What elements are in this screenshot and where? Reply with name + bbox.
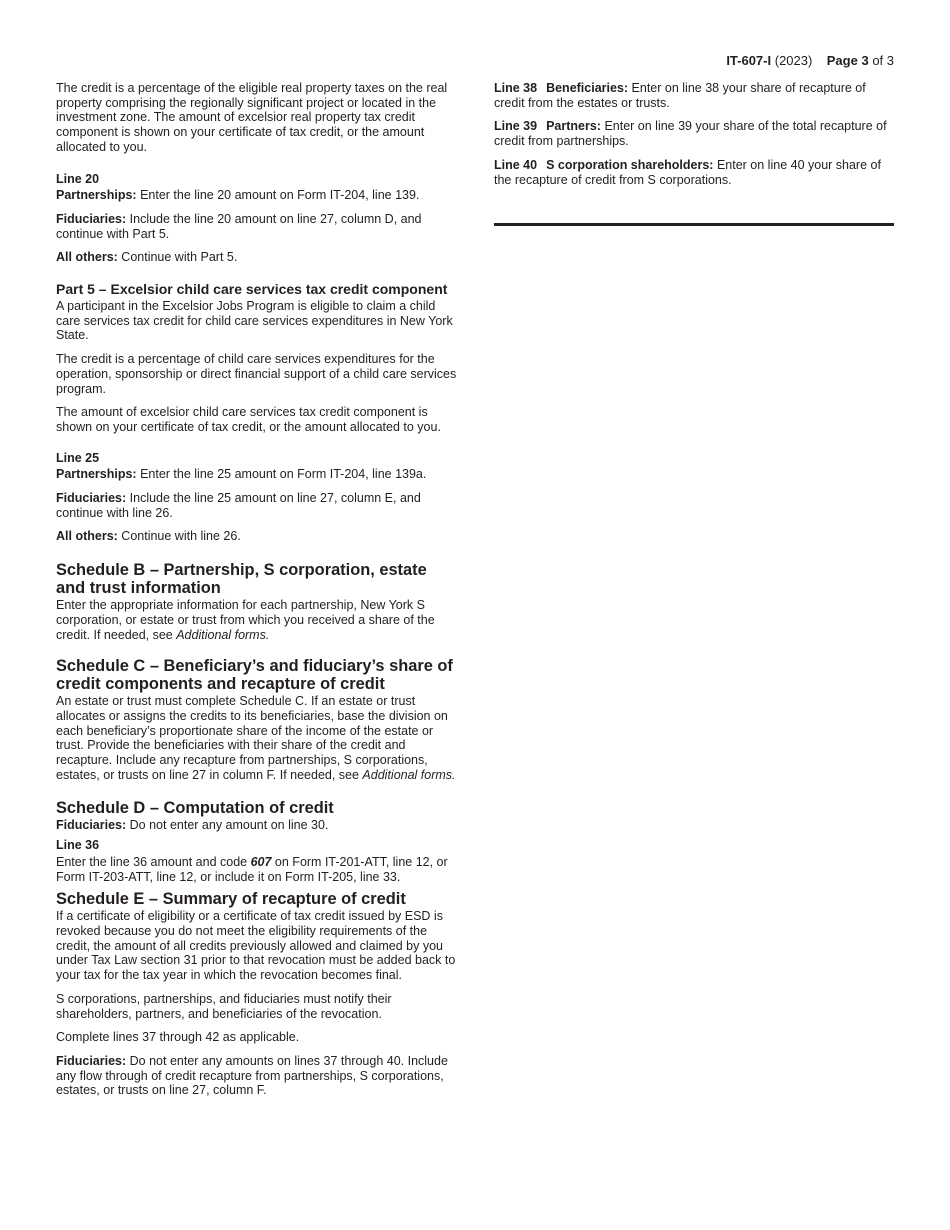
form-year: (2023) [774, 53, 813, 68]
schedule-d-heading: Schedule D – Computation of credit [56, 798, 334, 817]
line36-post: on Form IT-201-ATT, line 12, or Form IT-203-ATT, line 12, or include it on Form IT-205, line 33. [56, 854, 448, 884]
line20-heading: Line 20 [56, 171, 100, 186]
line40-text: Enter on line 40 your share of the recapture of credit from S corporations. [494, 157, 881, 187]
schedule-b-italic: Additional forms. [176, 627, 270, 642]
part5-p3: The amount of excelsior child care services tax credit component is shown on your certificate of tax credit, or the amount allocated to you. [56, 405, 441, 434]
fiduciaries-label: Fiduciaries: [56, 211, 127, 226]
form-id: IT-607-I [726, 53, 772, 68]
partners-label: Partners: [546, 119, 601, 134]
intro-paragraph: The credit is a percentage of the eligible real property taxes on the real property comprising the regionally significant project or located in the investment zone. The amount of excelsior real property tax credit component is shown on your certificate of tax credit, or the amount allocated to you. [56, 81, 448, 154]
page-label: Page 3 [826, 53, 869, 68]
schedule-c-heading: Schedule C – Beneficiary’s and fiduciary’s share of credit components and recapture of credit [56, 657, 453, 694]
line40-entry [494, 158, 894, 187]
line25-others [56, 529, 460, 544]
schedule-c-text [56, 694, 460, 782]
partnerships-label: Partnerships: [56, 467, 137, 482]
schedule-d-fiduciaries [56, 818, 460, 833]
line20-fiduciaries [56, 212, 460, 241]
others-label: All others: [56, 529, 118, 544]
schedule-b-text [56, 598, 460, 642]
schedule-e-fiduciaries [56, 1054, 460, 1098]
schedule-b-heading: Schedule B – Partnership, S corporation, estate and trust information [56, 561, 427, 598]
others-label: All others: [56, 250, 118, 265]
line36-heading: Line 36 [56, 838, 100, 853]
right-column [494, 81, 894, 187]
schedule-e-p2: S corporations, partnerships, and fiduciaries must notify their shareholders, partners, and beneficiaries of the revocation. [56, 991, 392, 1021]
line36-code: 607 [250, 854, 272, 869]
line25-heading: Line 25 [56, 450, 100, 465]
schedule-e-heading: Schedule E – Summary of recapture of credit [56, 890, 406, 909]
line25-fiduciaries [56, 491, 460, 520]
page-header [726, 53, 894, 69]
line20-fiduciaries-text: Include the line 20 amount on line 27, column D, and continue with Part 5. [56, 211, 422, 241]
schedule-e-fiduciaries-text: Do not enter any amounts on lines 37 through 40. Include any flow through of credit recapture from partnerships, S corporations, estates, or trusts on line 27, column F. [56, 1053, 448, 1098]
line20-partnerships [56, 188, 460, 203]
schedule-c-body: An estate or trust must complete Schedule C. If an estate or trust allocates or assigns the credits to its beneficiaries, base the division on each beneficiary’s proportionate share of the income of the estate or trust. Provide the beneficiaries with their share of the credit and recapture. Include any recapture from partnerships, S corporations, estates, or trusts on line 27 in column F. If needed, see [56, 694, 448, 782]
part5-heading: Part 5 – Excelsior child care services tax credit component [56, 281, 448, 298]
fiduciaries-label: Fiduciaries: [56, 1053, 127, 1068]
line40-number: Line 40 [494, 157, 538, 172]
line20-others [56, 250, 460, 265]
line38-number: Line 38 [494, 81, 538, 95]
schedule-e-p3: Complete lines 37 through 42 as applicable. [56, 1030, 300, 1045]
line25-fiduciaries-text: Include the line 25 amount on line 27, column E, and continue with line 26. [56, 491, 421, 520]
line39-entry [494, 119, 894, 148]
section-divider-rule [494, 223, 894, 226]
beneficiaries-label: Beneficiaries: [546, 81, 629, 95]
fiduciaries-label: Fiduciaries: [56, 491, 127, 506]
part5-p1: A participant in the Excelsior Jobs Program is eligible to claim a child care services tax credit for child care services expenditures in New York State. [56, 299, 453, 343]
line38-entry [494, 81, 894, 110]
page-of: of 3 [872, 53, 894, 68]
line38-text: Enter on line 38 your share of recapture of credit from the estates or trusts. [494, 81, 866, 110]
line25-partnerships-text: Enter the line 25 amount on Form IT-204, line 139a. [136, 467, 427, 482]
part5-p2: The credit is a percentage of child care services expenditures for the operation, sponsorship or direct financial support of a child care services program. [56, 352, 457, 396]
partnerships-label: Partnerships: [56, 188, 137, 203]
line39-text: Enter on line 39 your share of the total recapture of credit from partnerships. [494, 119, 887, 149]
schedule-b-body: Enter the appropriate information for each partnership, New York S corporation, or estate or trust from which you received a share of the credit. If needed, see [56, 598, 435, 642]
schedule-d-fiduciaries-text: Do not enter any amount on line 30. [126, 817, 329, 832]
schedule-e-p1: If a certificate of eligibility or a certificate of tax credit issued by ESD is revoked because you do not meet the eligibility requirements of the credit, the amount of all credits previously allowed and claimed by you under Tax Law section 31 prior to that revocation must be added back to your tax for the tax year in which the revocation becomes final. [56, 909, 456, 983]
line25-others-text: Continue with line 26. [117, 529, 241, 544]
line25-partnerships [56, 467, 460, 482]
line20-partnerships-text: Enter the line 20 amount on Form IT-204, line 139. [136, 188, 420, 203]
s-corp-shareholders-label: S corporation shareholders: [546, 157, 714, 172]
schedule-c-italic: Additional forms. [362, 767, 456, 782]
line39-number: Line 39 [494, 119, 538, 134]
fiduciaries-label: Fiduciaries: [56, 817, 127, 832]
line20-others-text: Continue with Part 5. [117, 250, 238, 265]
left-column [56, 81, 460, 1098]
line36-text [56, 855, 460, 884]
line36-pre: Enter the line 36 amount and code [56, 854, 251, 869]
